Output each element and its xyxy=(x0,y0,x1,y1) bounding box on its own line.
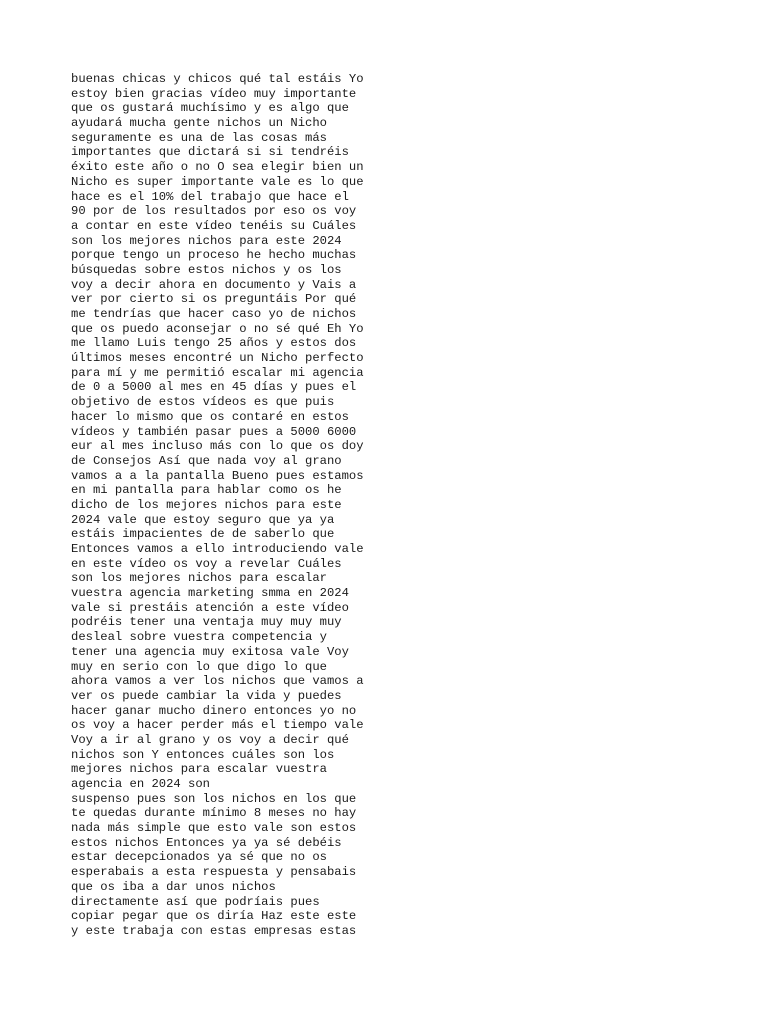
text-line: voy a decir ahora en documento y Vais a xyxy=(71,277,357,292)
text-line: 2024 vale que estoy seguro que ya ya xyxy=(71,512,335,527)
text-line: seguramente es una de las cosas más xyxy=(71,130,327,145)
text-line: dicho de los mejores nichos para este xyxy=(71,497,342,512)
text-line: para mí y me permitió escalar mi agencia xyxy=(71,365,364,380)
text-line: Nicho es super importante vale es lo que xyxy=(71,174,364,189)
text-line: últimos meses encontré un Nicho perfecto xyxy=(71,351,364,366)
text-line: de Consejos Así que nada voy al grano xyxy=(71,453,342,468)
text-line: podréis tener una ventaja muy muy muy xyxy=(71,615,342,630)
text-line: estoy bien gracias vídeo muy importante xyxy=(71,86,357,101)
text-line: hace es el 10% del trabajo que hace el xyxy=(71,189,349,204)
text-line: éxito este año o no O sea elegir bien un xyxy=(71,160,364,175)
text-line: son los mejores nichos para escalar xyxy=(71,571,327,586)
text-line: ver por cierto si os preguntáis Por qué xyxy=(71,292,357,307)
text-line: que os puedo aconsejar o no sé qué Eh Yo xyxy=(71,321,364,336)
text-line: vale si prestáis atención a este vídeo xyxy=(71,600,349,615)
text-line: estos nichos Entonces ya ya sé debéis xyxy=(71,835,342,850)
text-line: a contar en este vídeo tenéis su Cuáles xyxy=(71,218,357,233)
text-line: ver os puede cambiar la vida y puedes xyxy=(71,688,342,703)
text-line: estáis impacientes de de saberlo que xyxy=(71,527,335,542)
text-line: vuestra agencia marketing smma en 2024 xyxy=(71,586,349,601)
text-line: tener una agencia muy exitosa vale Voy xyxy=(71,644,349,659)
text-line: vídeos y también pasar pues a 5000 6000 xyxy=(71,424,357,439)
text-line: en este vídeo os voy a revelar Cuáles xyxy=(71,556,342,571)
text-line: importantes que dictará si si tendréis xyxy=(71,145,349,160)
text-line: 90 por de los resultados por eso os voy xyxy=(71,204,357,219)
text-line: estar decepcionados ya sé que no os xyxy=(71,850,327,865)
text-line: me tendrías que hacer caso yo de nichos xyxy=(71,307,357,321)
text-line: te quedas durante mínimo 8 meses no hay xyxy=(71,806,357,821)
text-line: son los mejores nichos para este 2024 xyxy=(71,233,342,248)
transcript-text xyxy=(71,72,391,939)
text-line: muy en serio con lo que digo lo que xyxy=(71,659,327,674)
text-line: directamente así que podríais pues xyxy=(71,894,320,909)
text-line: agencia en 2024 son xyxy=(71,777,210,791)
text-line: esperabais a esta respuesta y pensabais xyxy=(71,865,357,880)
text-line: eur al mes incluso más con lo que os doy xyxy=(71,439,364,454)
text-line: copiar pegar que os diría Haz este este xyxy=(71,909,357,924)
text-line: nada más simple que esto vale son estos xyxy=(71,821,357,836)
text-line: Voy a ir al grano y os voy a decir qué xyxy=(71,732,349,747)
text-line: hacer ganar mucho dinero entonces yo no xyxy=(71,703,357,718)
text-line: de 0 a 5000 al mes en 45 días y pues el xyxy=(71,380,357,395)
text-line: me llamo Luis tengo 25 años y estos dos xyxy=(71,336,357,351)
text-line: suspenso pues son los nichos en los que xyxy=(71,791,357,806)
text-line: ayudará mucha gente nichos un Nicho xyxy=(71,116,327,131)
text-line: hacer lo mismo que os contaré en estos xyxy=(71,409,349,424)
text-line: mejores nichos para escalar vuestra xyxy=(71,762,327,777)
text-line: nichos son Y entonces cuáles son los xyxy=(71,747,335,762)
text-line: objetivo de estos vídeos es que puis xyxy=(71,395,335,410)
text-line: y este trabaja con estas empresas estas xyxy=(71,923,357,938)
text-line: en mi pantalla para hablar como os he xyxy=(71,483,342,498)
text-line: que os iba a dar unos nichos xyxy=(71,879,276,894)
text-line: Entonces vamos a ello introduciendo vale xyxy=(71,542,364,556)
text-line: búsquedas sobre estos nichos y os los xyxy=(71,262,342,277)
text-line: que os gustará muchísimo y es algo que xyxy=(71,101,349,116)
text-line: vamos a a la pantalla Bueno pues estamos xyxy=(71,468,364,483)
text-line: porque tengo un proceso he hecho muchas xyxy=(71,248,357,263)
text-line: ahora vamos a ver los nichos que vamos a xyxy=(71,674,364,689)
text-line: buenas chicas y chicos qué tal estáis Yo xyxy=(71,72,364,86)
text-line: desleal sobre vuestra competencia y xyxy=(71,630,327,645)
text-line: os voy a hacer perder más el tiempo vale xyxy=(71,718,364,733)
